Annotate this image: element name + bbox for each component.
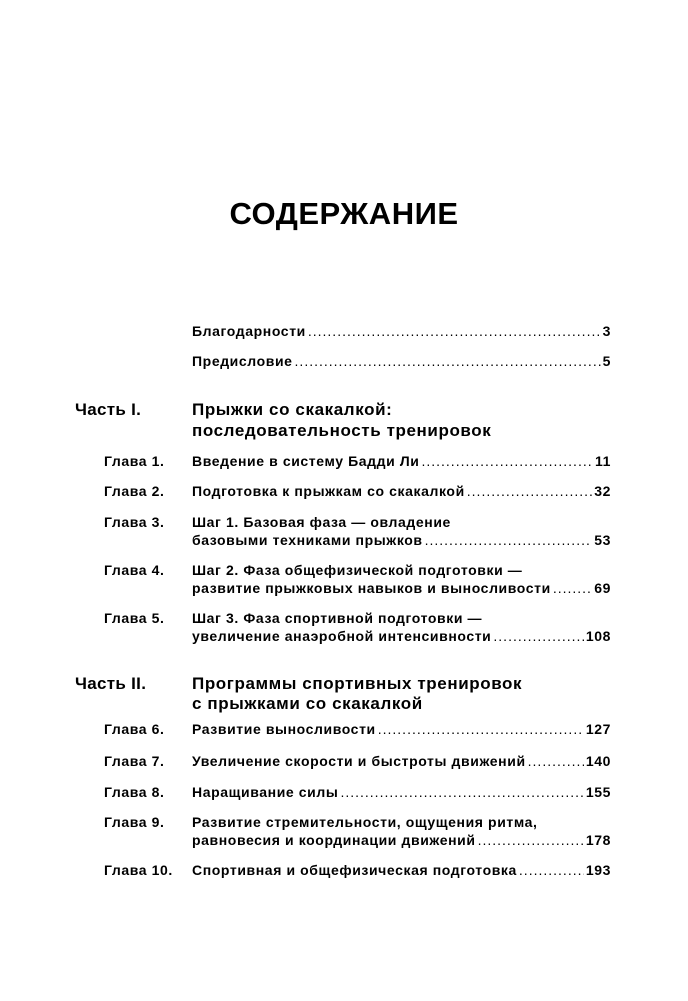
part-label: Часть I. [75,400,142,419]
part-title-line: последовательность тренировок [192,421,492,440]
page-number: 140 [585,753,611,769]
dot-leader [528,751,584,771]
page-number: 53 [594,532,611,548]
toc-entry-chapter-3[interactable] [192,530,611,550]
part-title-line: с прыжками со скакалкой [192,694,423,713]
dot-leader [493,626,583,646]
entry-title: базовыми техниками прыжков [192,532,423,548]
page-number: 155 [585,784,611,800]
chapter-label: Глава 5. [104,610,165,626]
chapter-label: Глава 10. [104,862,173,878]
chapter-label: Глава 6. [104,721,165,737]
entry-title: Благодарности [192,323,306,339]
toc-entry-acknowledgements[interactable] [192,321,611,341]
dot-leader [308,321,601,341]
dot-leader [553,578,592,598]
chapter-label: Глава 7. [104,753,165,769]
entry-title: Наращивание силы [192,784,339,800]
toc-entry-preface[interactable] [192,351,611,371]
entry-title: Развитие выносливости [192,721,376,737]
entry-title-line: Шаг 3. Фаза спортивной подготовки — [192,610,483,626]
entry-title: Увеличение скорости и быстроты движений [192,753,526,769]
toc-entry-chapter-4[interactable] [192,578,611,598]
dot-leader [519,860,584,880]
page-number: 11 [595,453,611,469]
page-number: 178 [585,832,611,848]
toc-entry-chapter-6[interactable] [192,719,611,739]
page-number: 32 [594,483,611,499]
page-number: 193 [585,862,611,878]
entry-title: Спортивная и общефизическая подготовка [192,862,517,878]
entry-title: Введение в систему Бадди Ли [192,453,420,469]
chapter-label: Глава 1. [104,453,165,469]
entry-title-line: Шаг 1. Базовая фаза — овладение [192,514,451,530]
part-title-line: Программы спортивных тренировок [192,674,523,693]
entry-title: развитие прыжковых навыков и выносливости [192,580,551,596]
dot-leader [295,351,601,371]
toc-entry-chapter-2[interactable] [192,481,611,501]
page-number: 69 [594,580,611,596]
dot-leader [478,830,584,850]
chapter-label: Глава 8. [104,784,165,800]
page-number: 5 [602,353,611,369]
entry-title: Подготовка к прыжкам со скакалкой [192,483,465,499]
chapter-label: Глава 3. [104,514,165,530]
dot-leader [340,782,583,802]
toc-entry-chapter-8[interactable] [192,782,611,802]
toc-entry-chapter-10[interactable] [192,860,611,880]
part-title-line: Прыжки со скакалкой: [192,400,393,419]
entry-title: равновесия и координации движений [192,832,476,848]
dot-leader [425,530,593,550]
toc-entry-chapter-1[interactable] [192,451,611,471]
page-number: 127 [585,721,611,737]
dot-leader [378,719,584,739]
page-title: СОДЕРЖАНИЕ [229,196,459,231]
chapter-label: Глава 2. [104,483,165,499]
chapter-label: Глава 4. [104,562,165,578]
page-number: 108 [585,628,611,644]
part-label: Часть II. [75,674,147,693]
toc-entry-chapter-9[interactable] [192,830,611,850]
dot-leader [421,451,593,471]
entry-title: увеличение анаэробной интенсивности [192,628,492,644]
entry-title-line: Развитие стремительности, ощущения ритма, [192,814,538,830]
chapter-label: Глава 9. [104,814,165,830]
toc-entry-chapter-7[interactable] [192,751,611,771]
entry-title-line: Шаг 2. Фаза общефизической подготовки — [192,562,523,578]
page-number: 3 [602,323,611,339]
entry-title: Предисловие [192,353,293,369]
toc-entry-chapter-5[interactable] [192,626,611,646]
dot-leader [467,481,592,501]
